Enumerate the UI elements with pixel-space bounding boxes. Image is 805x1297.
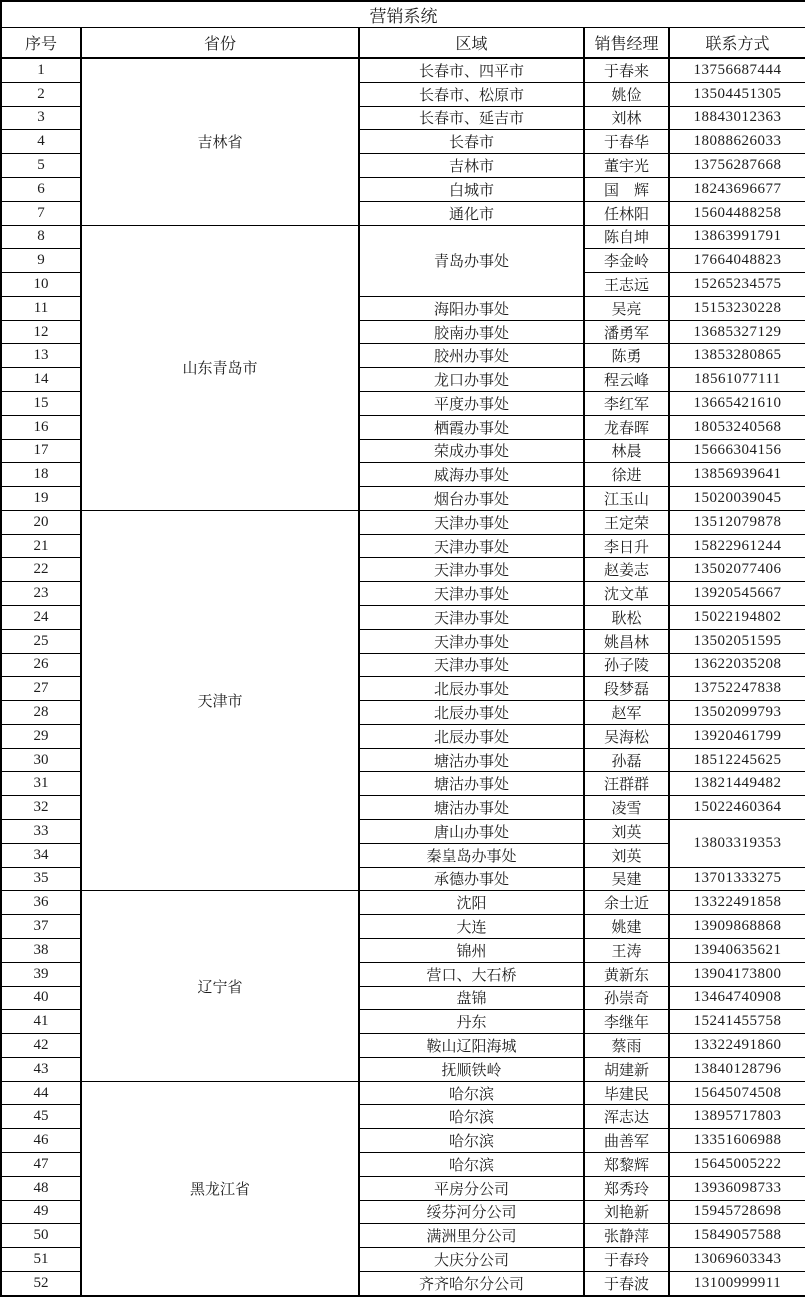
row-number-cell: 43 <box>1 1057 81 1081</box>
row-number-cell: 13 <box>1 344 81 368</box>
region-cell: 满洲里分公司 <box>359 1224 584 1248</box>
region-cell: 秦皇岛办事处 <box>359 843 584 867</box>
manager-cell: 潘勇军 <box>584 320 669 344</box>
phone-cell: 13701333275 <box>669 867 805 891</box>
phone-cell: 18561077111 <box>669 368 805 392</box>
region-cell: 龙口办事处 <box>359 368 584 392</box>
row-number-cell: 52 <box>1 1271 81 1296</box>
manager-cell: 姚俭 <box>584 82 669 106</box>
phone-cell: 13502099793 <box>669 701 805 725</box>
region-cell: 栖霞办事处 <box>359 415 584 439</box>
phone-cell: 13322491858 <box>669 891 805 915</box>
phone-cell: 13685327129 <box>669 320 805 344</box>
row-number-cell: 9 <box>1 249 81 273</box>
row-number-cell: 50 <box>1 1224 81 1248</box>
region-cell: 塘沽办事处 <box>359 772 584 796</box>
phone-cell: 13502077406 <box>669 558 805 582</box>
row-number-cell: 26 <box>1 653 81 677</box>
manager-cell: 李继年 <box>584 1010 669 1034</box>
region-cell: 塘沽办事处 <box>359 796 584 820</box>
manager-cell: 黄新东 <box>584 962 669 986</box>
row-number-cell: 44 <box>1 1081 81 1105</box>
phone-cell: 15241455758 <box>669 1010 805 1034</box>
region-cell: 长春市、松原市 <box>359 82 584 106</box>
phone-cell: 13622035208 <box>669 653 805 677</box>
phone-cell: 13464740908 <box>669 986 805 1010</box>
row-number-cell: 39 <box>1 962 81 986</box>
region-cell: 白城市 <box>359 177 584 201</box>
manager-cell: 孙崇奇 <box>584 986 669 1010</box>
column-header-no: 序号 <box>1 28 81 59</box>
row-number-cell: 38 <box>1 938 81 962</box>
phone-cell: 15022460364 <box>669 796 805 820</box>
phone-cell: 18843012363 <box>669 106 805 130</box>
region-cell: 威海办事处 <box>359 463 584 487</box>
row-number-cell: 31 <box>1 772 81 796</box>
row-number-cell: 16 <box>1 415 81 439</box>
manager-cell: 吴亮 <box>584 296 669 320</box>
row-number-cell: 51 <box>1 1248 81 1272</box>
region-cell: 抚顺铁岭 <box>359 1057 584 1081</box>
phone-cell: 15604488258 <box>669 201 805 225</box>
phone-cell: 13940635621 <box>669 938 805 962</box>
manager-cell: 耿松 <box>584 606 669 630</box>
region-cell: 天津办事处 <box>359 629 584 653</box>
region-cell: 大庆分公司 <box>359 1248 584 1272</box>
manager-cell: 于春玲 <box>584 1248 669 1272</box>
phone-cell: 13840128796 <box>669 1057 805 1081</box>
manager-cell: 董宇光 <box>584 154 669 178</box>
phone-cell: 13856939641 <box>669 463 805 487</box>
region-cell: 塘沽办事处 <box>359 748 584 772</box>
page-title: 营销系统 <box>1 1 805 28</box>
phone-cell: 13502051595 <box>669 629 805 653</box>
phone-cell: 15153230228 <box>669 296 805 320</box>
row-number-cell: 7 <box>1 201 81 225</box>
row-number-cell: 45 <box>1 1105 81 1129</box>
manager-cell: 蔡雨 <box>584 1034 669 1058</box>
manager-cell: 余士近 <box>584 891 669 915</box>
manager-cell: 沈文革 <box>584 582 669 606</box>
row-number-cell: 49 <box>1 1200 81 1224</box>
column-header-region: 区域 <box>359 28 584 59</box>
phone-cell: 13863991791 <box>669 225 805 249</box>
row-number-cell: 15 <box>1 391 81 415</box>
manager-cell: 陈勇 <box>584 344 669 368</box>
manager-cell: 郑秀玲 <box>584 1176 669 1200</box>
manager-cell: 张静萍 <box>584 1224 669 1248</box>
manager-cell: 孙磊 <box>584 748 669 772</box>
region-cell: 胶南办事处 <box>359 320 584 344</box>
phone-cell: 15666304156 <box>669 439 805 463</box>
region-cell: 平房分公司 <box>359 1176 584 1200</box>
manager-cell: 刘林 <box>584 106 669 130</box>
manager-cell: 龙春晖 <box>584 415 669 439</box>
table-row <box>1 510 805 534</box>
region-cell: 沈阳 <box>359 891 584 915</box>
manager-cell: 姚昌林 <box>584 629 669 653</box>
row-number-cell: 48 <box>1 1176 81 1200</box>
row-number-cell: 41 <box>1 1010 81 1034</box>
table-row <box>1 891 805 915</box>
row-number-cell: 32 <box>1 796 81 820</box>
phone-cell: 13909868868 <box>669 915 805 939</box>
phone-cell: 13904173800 <box>669 962 805 986</box>
row-number-cell: 19 <box>1 487 81 511</box>
row-number-cell: 33 <box>1 820 81 844</box>
manager-cell: 吴建 <box>584 867 669 891</box>
column-header-phone: 联系方式 <box>669 28 805 59</box>
row-number-cell: 12 <box>1 320 81 344</box>
phone-cell: 15945728698 <box>669 1200 805 1224</box>
row-number-cell: 47 <box>1 1152 81 1176</box>
manager-cell: 程云峰 <box>584 368 669 392</box>
manager-cell: 江玉山 <box>584 487 669 511</box>
region-cell: 盘锦 <box>359 986 584 1010</box>
manager-cell: 吴海松 <box>584 724 669 748</box>
manager-cell: 凌雪 <box>584 796 669 820</box>
manager-cell: 任林阳 <box>584 201 669 225</box>
phone-cell: 15645005222 <box>669 1152 805 1176</box>
row-number-cell: 37 <box>1 915 81 939</box>
phone-cell: 18512245625 <box>669 748 805 772</box>
province-cell: 山东青岛市 <box>81 225 359 510</box>
manager-cell: 于春来 <box>584 58 669 82</box>
manager-cell: 孙子陵 <box>584 653 669 677</box>
row-number-cell: 42 <box>1 1034 81 1058</box>
region-cell: 平度办事处 <box>359 391 584 415</box>
region-cell: 北辰办事处 <box>359 701 584 725</box>
region-cell: 承德办事处 <box>359 867 584 891</box>
province-cell: 黑龙江省 <box>81 1081 359 1296</box>
manager-cell: 陈自坤 <box>584 225 669 249</box>
table-row <box>1 225 805 249</box>
manager-cell: 汪群群 <box>584 772 669 796</box>
manager-cell: 赵军 <box>584 701 669 725</box>
row-number-cell: 24 <box>1 606 81 630</box>
phone-cell: 13069603343 <box>669 1248 805 1272</box>
region-cell: 哈尔滨 <box>359 1129 584 1153</box>
region-cell: 锦州 <box>359 938 584 962</box>
region-cell: 北辰办事处 <box>359 724 584 748</box>
column-header-manager: 销售经理 <box>584 28 669 59</box>
region-cell: 绥芬河分公司 <box>359 1200 584 1224</box>
row-number-cell: 35 <box>1 867 81 891</box>
manager-cell: 胡建新 <box>584 1057 669 1081</box>
region-cell: 天津办事处 <box>359 558 584 582</box>
region-cell: 荣成办事处 <box>359 439 584 463</box>
phone-cell: 15265234575 <box>669 273 805 297</box>
region-cell: 唐山办事处 <box>359 820 584 844</box>
phone-cell: 13756287668 <box>669 154 805 178</box>
region-cell: 大连 <box>359 915 584 939</box>
phone-cell: 15822961244 <box>669 534 805 558</box>
manager-cell: 于春波 <box>584 1271 669 1296</box>
table-title-row <box>1 1 805 28</box>
phone-cell: 13920545667 <box>669 582 805 606</box>
manager-cell: 李红军 <box>584 391 669 415</box>
manager-cell: 浑志达 <box>584 1105 669 1129</box>
manager-cell: 于春华 <box>584 130 669 154</box>
row-number-cell: 27 <box>1 677 81 701</box>
province-cell: 天津市 <box>81 510 359 891</box>
region-cell: 烟台办事处 <box>359 487 584 511</box>
row-number-cell: 2 <box>1 82 81 106</box>
manager-cell: 李金岭 <box>584 249 669 273</box>
phone-cell: 13936098733 <box>669 1176 805 1200</box>
manager-cell: 刘英 <box>584 820 669 844</box>
manager-cell: 国 辉 <box>584 177 669 201</box>
phone-cell: 13803319353 <box>669 820 805 868</box>
row-number-cell: 34 <box>1 843 81 867</box>
row-number-cell: 21 <box>1 534 81 558</box>
manager-cell: 林晨 <box>584 439 669 463</box>
row-number-cell: 3 <box>1 106 81 130</box>
row-number-cell: 4 <box>1 130 81 154</box>
row-number-cell: 8 <box>1 225 81 249</box>
manager-cell: 王涛 <box>584 938 669 962</box>
region-cell: 齐齐哈尔分公司 <box>359 1271 584 1296</box>
row-number-cell: 17 <box>1 439 81 463</box>
row-number-cell: 29 <box>1 724 81 748</box>
region-cell: 青岛办事处 <box>359 225 584 296</box>
region-cell: 营口、大石桥 <box>359 962 584 986</box>
region-cell: 天津办事处 <box>359 534 584 558</box>
table-row <box>1 58 805 82</box>
row-number-cell: 1 <box>1 58 81 82</box>
region-cell: 吉林市 <box>359 154 584 178</box>
row-number-cell: 46 <box>1 1129 81 1153</box>
phone-cell: 18243696677 <box>669 177 805 201</box>
region-cell: 哈尔滨 <box>359 1081 584 1105</box>
manager-cell: 王定荣 <box>584 510 669 534</box>
manager-cell: 徐进 <box>584 463 669 487</box>
phone-cell: 13322491860 <box>669 1034 805 1058</box>
row-number-cell: 25 <box>1 629 81 653</box>
phone-cell: 18088626033 <box>669 130 805 154</box>
phone-cell: 13853280865 <box>669 344 805 368</box>
phone-cell: 15645074508 <box>669 1081 805 1105</box>
phone-cell: 18053240568 <box>669 415 805 439</box>
manager-cell: 刘英 <box>584 843 669 867</box>
region-cell: 哈尔滨 <box>359 1105 584 1129</box>
manager-cell: 毕建民 <box>584 1081 669 1105</box>
row-number-cell: 14 <box>1 368 81 392</box>
phone-cell: 13752247838 <box>669 677 805 701</box>
region-cell: 哈尔滨 <box>359 1152 584 1176</box>
row-number-cell: 6 <box>1 177 81 201</box>
region-cell: 北辰办事处 <box>359 677 584 701</box>
manager-cell: 姚建 <box>584 915 669 939</box>
region-cell: 长春市、延吉市 <box>359 106 584 130</box>
region-cell: 胶州办事处 <box>359 344 584 368</box>
region-cell: 天津办事处 <box>359 582 584 606</box>
table-header-row <box>1 28 805 59</box>
region-cell: 长春市 <box>359 130 584 154</box>
row-number-cell: 11 <box>1 296 81 320</box>
province-cell: 吉林省 <box>81 58 359 225</box>
phone-cell: 13821449482 <box>669 772 805 796</box>
row-number-cell: 36 <box>1 891 81 915</box>
row-number-cell: 18 <box>1 463 81 487</box>
manager-cell: 郑黎辉 <box>584 1152 669 1176</box>
province-cell: 辽宁省 <box>81 891 359 1081</box>
manager-cell: 曲善军 <box>584 1129 669 1153</box>
region-cell: 天津办事处 <box>359 606 584 630</box>
table-body <box>1 58 805 1296</box>
manager-cell: 李日升 <box>584 534 669 558</box>
phone-cell: 15849057588 <box>669 1224 805 1248</box>
row-number-cell: 20 <box>1 510 81 534</box>
phone-cell: 13512079878 <box>669 510 805 534</box>
phone-cell: 13665421610 <box>669 391 805 415</box>
phone-cell: 13351606988 <box>669 1129 805 1153</box>
phone-cell: 13920461799 <box>669 724 805 748</box>
manager-cell: 王志远 <box>584 273 669 297</box>
row-number-cell: 22 <box>1 558 81 582</box>
phone-cell: 13504451305 <box>669 82 805 106</box>
row-number-cell: 40 <box>1 986 81 1010</box>
phone-cell: 17664048823 <box>669 249 805 273</box>
phone-cell: 13100999911 <box>669 1271 805 1296</box>
phone-cell: 15022194802 <box>669 606 805 630</box>
region-cell: 海阳办事处 <box>359 296 584 320</box>
table-row <box>1 1081 805 1105</box>
region-cell: 长春市、四平市 <box>359 58 584 82</box>
manager-cell: 刘艳新 <box>584 1200 669 1224</box>
phone-cell: 15020039045 <box>669 487 805 511</box>
manager-cell: 赵姜志 <box>584 558 669 582</box>
region-cell: 鞍山辽阳海城 <box>359 1034 584 1058</box>
row-number-cell: 10 <box>1 273 81 297</box>
row-number-cell: 28 <box>1 701 81 725</box>
region-cell: 天津办事处 <box>359 653 584 677</box>
region-cell: 天津办事处 <box>359 510 584 534</box>
region-cell: 通化市 <box>359 201 584 225</box>
region-cell: 丹东 <box>359 1010 584 1034</box>
phone-cell: 13756687444 <box>669 58 805 82</box>
row-number-cell: 30 <box>1 748 81 772</box>
row-number-cell: 23 <box>1 582 81 606</box>
phone-cell: 13895717803 <box>669 1105 805 1129</box>
row-number-cell: 5 <box>1 154 81 178</box>
column-header-province: 省份 <box>81 28 359 59</box>
manager-cell: 段梦磊 <box>584 677 669 701</box>
